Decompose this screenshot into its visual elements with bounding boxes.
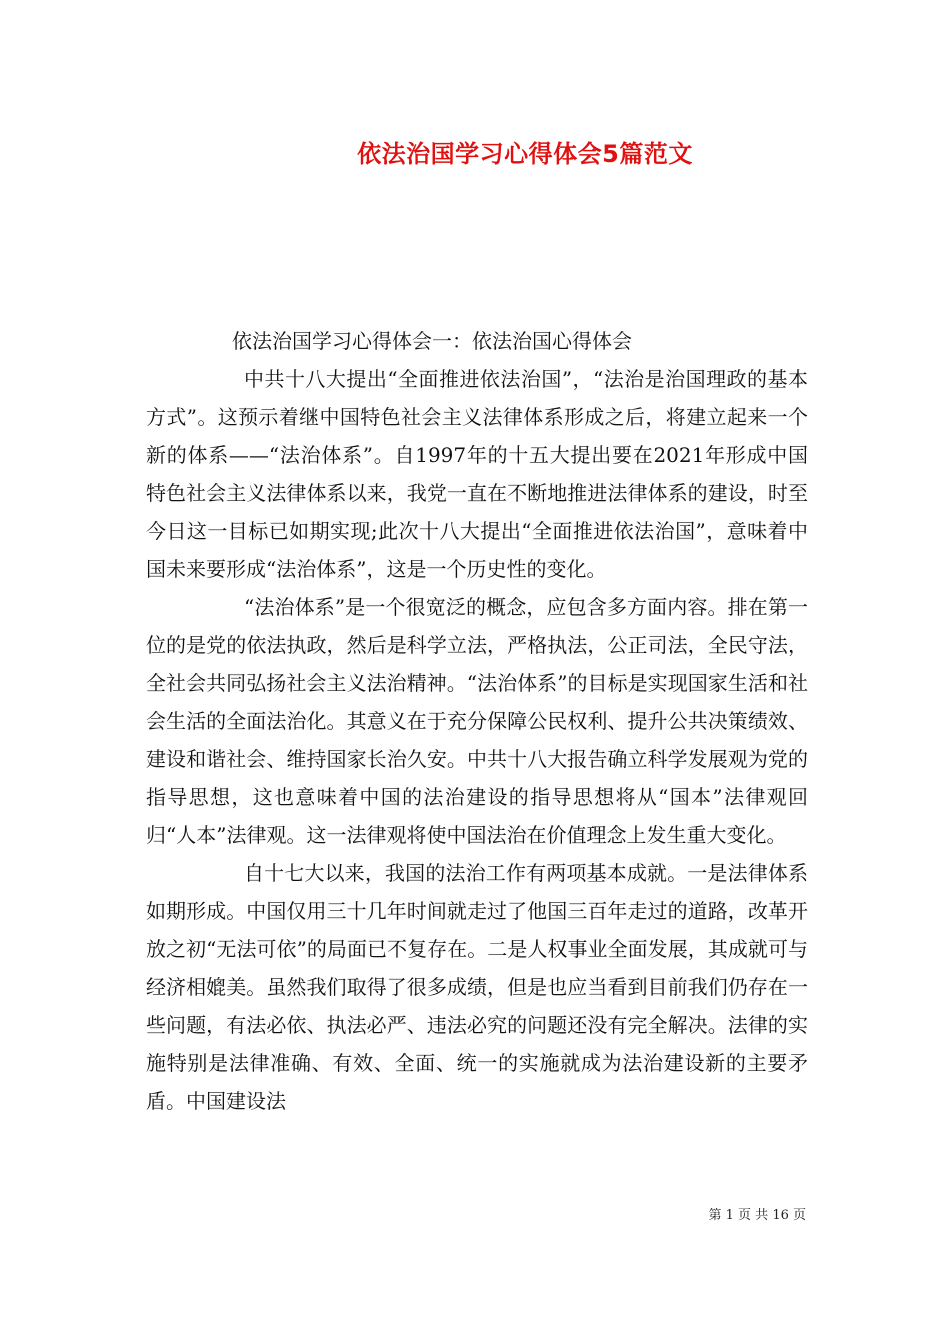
body-paragraph: 中共十八大提出“全面推进依法治国”，“法治是治国理政的基本方式”。这预示着继中国特色社会主义法律体系形成之后，将建立起来一个新的体系——“法治体系”。自1997年的十五大提出要在2021年形成中国特色社会主义法律体系以来，我党一直在不断地推进法律体系的建设，时至今日这一目标已如期实现;此次十八大提出“全面推进依法治国”，意味着中国未来要形成“法治体系”，这是一个历史性的变化。: [146, 367, 808, 581]
page-number: 第 1 页 共 16 页: [708, 1208, 806, 1223]
document-title: 依法治国学习心得体会5篇范文: [357, 140, 693, 168]
section-subheading: 依法治国学习心得体会一：依法治国心得体会: [232, 329, 632, 353]
body-paragraph: 自十七大以来，我国的法治工作有两项基本成就。一是法律体系如期形成。中国仅用三十几年时间就走过了他国三百年走过的道路，改革开放之初“无法可依”的局面已不复存在。二是人权事业全面发展，其成就可与经济相媲美。虽然我们取得了很多成绩，但是也应当看到目前我们仍存在一些问题，有法必依、执法必严、违法必究的问题还没有完全解决。法律的实施特别是法律准确、有效、全面、统一的实施就成为法治建设新的主要矛盾。中国建设法: [146, 861, 808, 1113]
document-body: [146, 322, 808, 1120]
body-paragraph: “法治体系”是一个很宽泛的概念，应包含多方面内容。排在第一位的是党的依法执政，然后是科学立法，严格执法，公正司法，全民守法，全社会共同弘扬社会主义法治精神。“法治体系”的目标是实现国家生活和社会生活的全面法治化。其意义在于充分保障公民权利、提升公共决策绩效、建设和谐社会、维持国家长治久安。中共十八大报告确立科学发展观为党的指导思想，这也意味着中国的法治建设的指导思想将从“国本”法律观回归“人本”法律观。这一法律观将使中国法治在价值理念上发生重大变化。: [146, 595, 808, 847]
